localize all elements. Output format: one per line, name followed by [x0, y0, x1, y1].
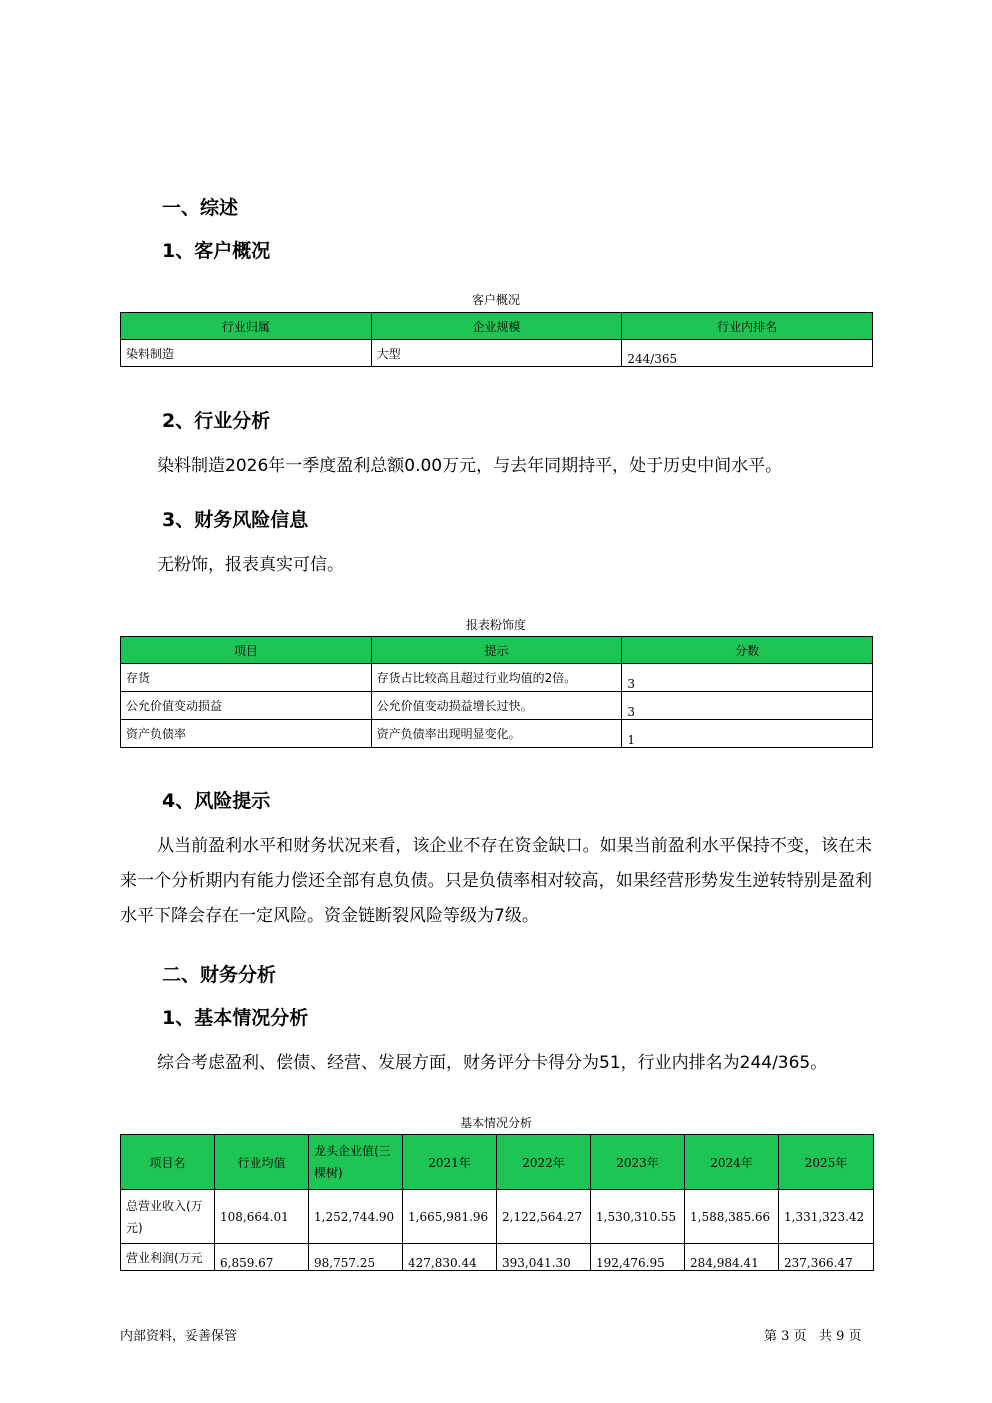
table-header: 2025年: [779, 1135, 874, 1190]
table-header: 行业内排名: [622, 313, 873, 340]
table-header: 行业归属: [121, 313, 372, 340]
table-row: [121, 692, 873, 720]
page-label: 第: [764, 1329, 778, 1344]
table-cell: 1,252,744.90: [309, 1190, 403, 1244]
table-cell: 存货占比较高且超过行业均值的2倍。: [371, 664, 622, 692]
total-label: 共: [819, 1329, 833, 1344]
table-row: [121, 1190, 874, 1244]
page-number: [764, 1325, 862, 1344]
table-row: [121, 720, 873, 748]
industry-analysis-text: 染料制造2026年一季度盈利总额0.00万元，与去年同期持平，处于历史中间水平。: [157, 456, 783, 476]
subsection-title-risk-warning: 4、风险提示: [162, 790, 271, 812]
section-title-overview: 一、综述: [162, 197, 239, 219]
subsection-title-customer: 1、客户概况: [162, 240, 271, 262]
table-caption-customer: 客户概况: [471, 293, 520, 307]
footer-note: 内部资料，妥善保管: [120, 1329, 238, 1344]
table-cell: 公允价值变动损益: [121, 692, 372, 720]
table-cell: 资产负债率出现明显变化。: [371, 720, 622, 748]
table-header: 2023年: [591, 1135, 685, 1190]
table-cell: 公允价值变动损益增长过快。: [371, 692, 622, 720]
table-cell: 营业利润(万元: [121, 1244, 215, 1271]
table-cell: 存货: [121, 664, 372, 692]
table-cell: 284,984.41: [685, 1244, 779, 1271]
table-caption-basic: 基本情况分析: [459, 1116, 532, 1130]
risk-warning-text: 从当前盈利水平和财务状况来看，该企业不存在资金缺口。如果当前盈利水平保持不变，该在未来一个分析期内有能力偿还全部有息负债。只是负债率相对较高，如果经营形势发生逆转特别是盈利水平下降会存在一定风险。资金链断裂风险等级为7级。: [120, 836, 872, 926]
table-cell: 393,041.30: [497, 1244, 591, 1271]
table-cell: 3: [622, 692, 873, 720]
financial-risk-text: 无粉饰，报表真实可信。: [157, 555, 344, 575]
table-header: 提示: [371, 637, 622, 664]
table-header: 行业均值: [215, 1135, 309, 1190]
table-cell: 108,664.01: [215, 1190, 309, 1244]
section-title-financial-analysis: 二、财务分析: [162, 964, 277, 986]
table-header: 2021年: [403, 1135, 497, 1190]
table-row: [121, 664, 873, 692]
table-caption-whitewash: 报表粉饰度: [465, 618, 526, 632]
basic-analysis-text: 综合考虑盈利、偿债、经营、发展方面，财务评分卡得分为51，行业内排名为244/365。: [157, 1053, 828, 1073]
table-row: [121, 1244, 874, 1271]
subsection-title-basic-analysis: 1、基本情况分析: [162, 1007, 309, 1029]
total-pages: 9: [836, 1329, 845, 1344]
table-cell: 6,859.67: [215, 1244, 309, 1271]
customer-overview-table: [120, 312, 873, 367]
table-header: 龙头企业值(三棵树): [309, 1135, 403, 1190]
table-cell: 192,476.95: [591, 1244, 685, 1271]
table-header: 2024年: [685, 1135, 779, 1190]
table-cell: 1,665,981.96: [403, 1190, 497, 1244]
table-header: 项目名: [121, 1135, 215, 1190]
table-cell: 1,588,385.66: [685, 1190, 779, 1244]
table-cell: 3: [622, 664, 873, 692]
subsection-title-industry: 2、行业分析: [162, 410, 271, 432]
table-cell: 总营业收入(万元): [121, 1190, 215, 1244]
table-cell: 染料制造: [121, 340, 372, 367]
table-header: 2022年: [497, 1135, 591, 1190]
table-header: 企业规模: [371, 313, 622, 340]
table-cell: 1,331,323.42: [779, 1190, 874, 1244]
table-cell: 244/365: [622, 340, 873, 367]
table-cell: 1,530,310.55: [591, 1190, 685, 1244]
table-row: [121, 340, 873, 367]
total-unit: 页: [848, 1329, 862, 1344]
basic-analysis-table: [120, 1134, 874, 1271]
table-cell: 237,366.47: [779, 1244, 874, 1271]
table-cell: 427,830.44: [403, 1244, 497, 1271]
whitewash-table: [120, 636, 873, 748]
table-cell: 98,757.25: [309, 1244, 403, 1271]
table-header: 分数: [622, 637, 873, 664]
table-cell: 2,122,564.27: [497, 1190, 591, 1244]
table-cell: 资产负债率: [121, 720, 372, 748]
table-header: 项目: [121, 637, 372, 664]
table-cell: 大型: [371, 340, 622, 367]
current-page: 3: [781, 1329, 790, 1344]
page-unit: 页: [793, 1329, 807, 1344]
subsection-title-financial-risk: 3、财务风险信息: [162, 509, 309, 531]
table-cell: 1: [622, 720, 873, 748]
